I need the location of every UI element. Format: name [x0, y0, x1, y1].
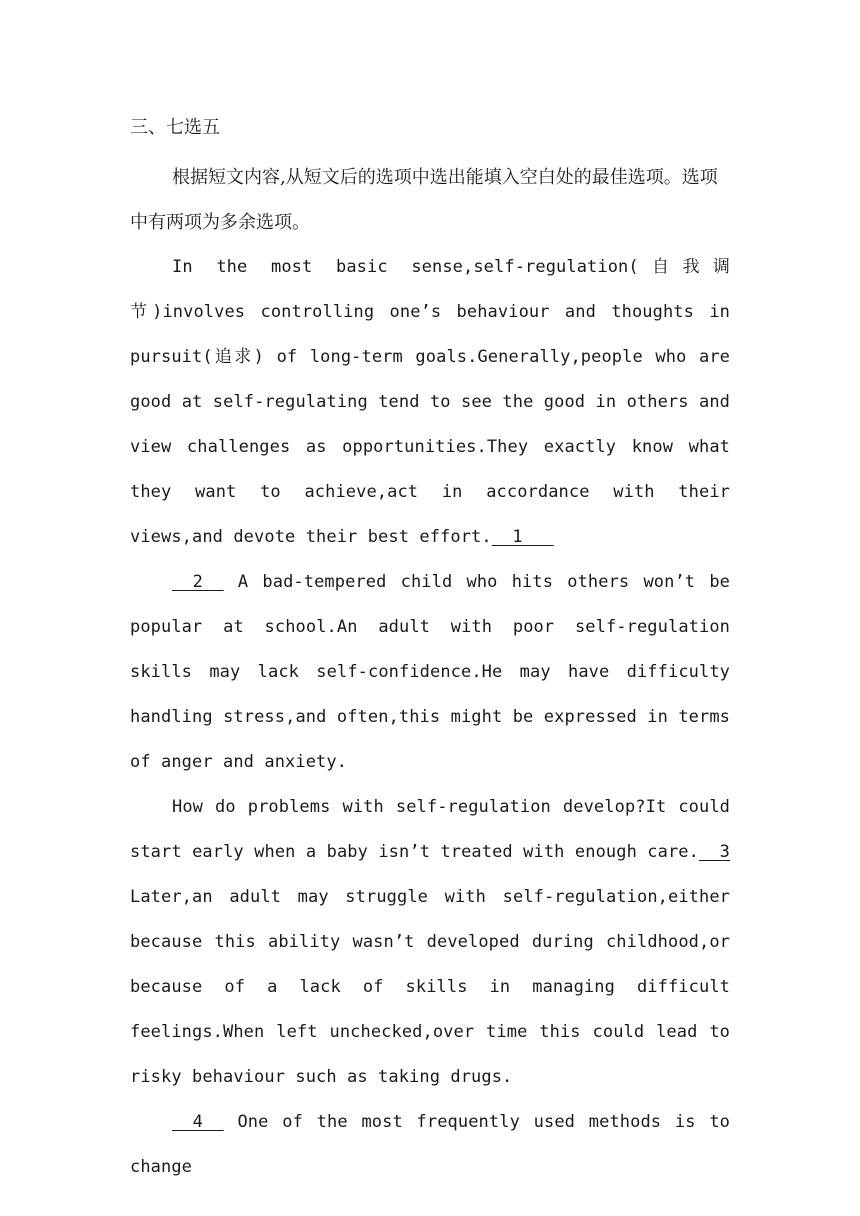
paragraph-1-text: In the most basic sense,self-regulation(自我调节)involves controlling one’s behaviour and thoughts in pursuit(追求) of long-term goals.Generally,people who are good at self-regulating tend to see the good in others and view challenges as opportunities.They exactly know what they want to achieve,act in accordance with their views,and devote their best effort. [130, 257, 730, 547]
paragraph-4 [130, 1100, 730, 1190]
paragraph-2 [130, 560, 730, 785]
blank-4: 4 [172, 1112, 224, 1132]
paragraph-4-text: One of the most frequently used methods is to change [130, 1112, 730, 1177]
paragraph-3-text: How do problems with self-regulation develop?It could start early when a baby isn’t treated with enough care. [130, 797, 730, 862]
instruction-text: 根据短文内容,从短文后的选项中选出能填入空白处的最佳选项。选项中有两项为多余选项。 [130, 167, 718, 233]
paragraph-3-text-after: Later,an adult may struggle with self-regulation,either because this ability wasn’t developed during childhood,or because of a lack of skills in managing difficult feelings.When left unchecked,over time this could lead to risky behaviour such as taking drugs. [130, 887, 730, 1087]
paragraph-2-text: A bad-tempered child who hits others won’t be popular at school.An adult with poor self-regulation skills may lack self-confidence.He may have difficulty handling stress,and often,this might be expressed in terms of anger and anxiety. [130, 572, 730, 772]
paragraph-1 [130, 245, 730, 560]
section-title: 三、七选五 [130, 117, 220, 138]
paragraph-3 [130, 785, 730, 1100]
blank-2: 2 [172, 572, 224, 592]
document-page [130, 110, 730, 1190]
blank-1: 1 [491, 527, 554, 547]
blank-3: 3 [698, 842, 730, 862]
